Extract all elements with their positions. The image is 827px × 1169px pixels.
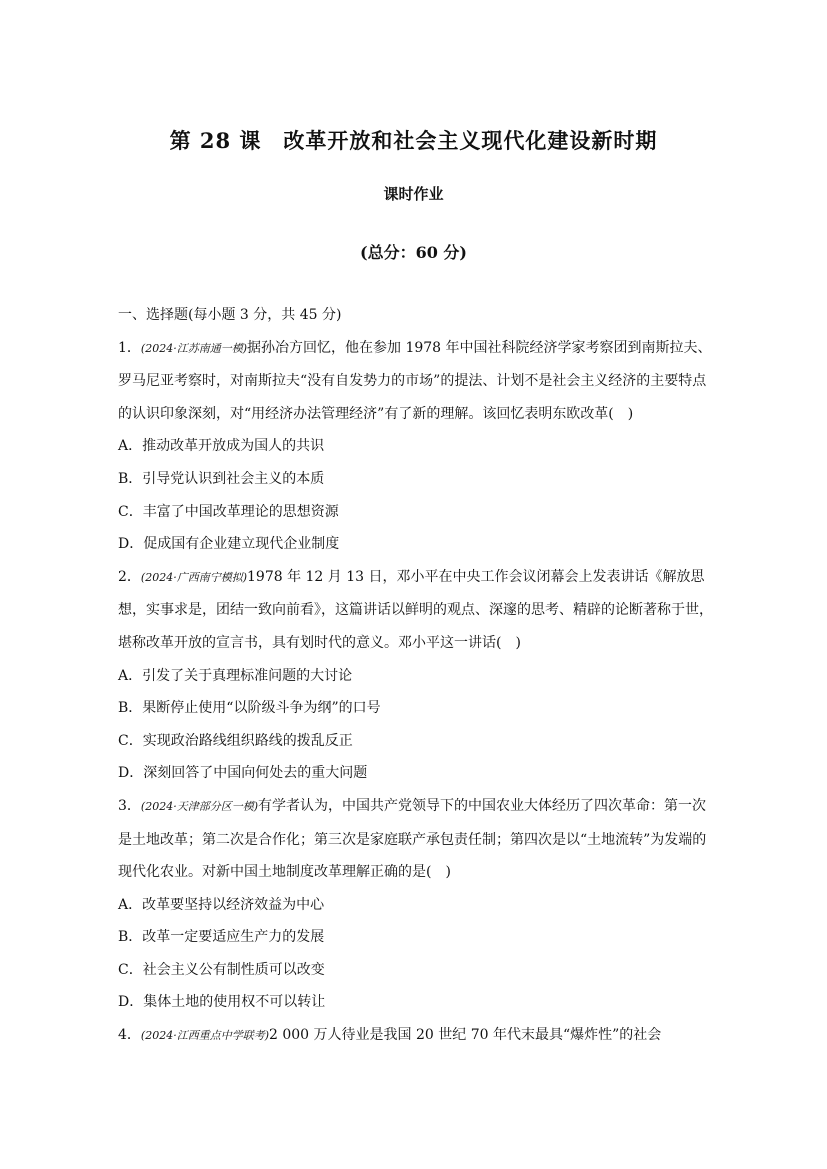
option-a: A．引发了关于真理标准问题的大讨论 — [118, 667, 353, 684]
page-title: 第 28 课 改革开放和社会主义现代化建设新时期 — [169, 128, 658, 153]
option-b: B．果断停止使用“以阶级斗争为纲”的口号 — [118, 700, 381, 717]
question-stem — [118, 1019, 713, 1053]
question-text: 有学者认为，中国共产党领导下的中国农业大体经历了四次革命：第一次是土地改革；第二次是合作化；第三次是家庭联产承包责任制；第四次是以“土地流转”为发端的现代化农业。对新中国土地制度改革理解正确的是( ) — [118, 797, 707, 881]
total-score: (总分：60 分) — [360, 243, 467, 262]
section-heading: 一、选择题(每小题 3 分，共 45 分) — [118, 307, 342, 323]
question-text: 1978 年 12 月 13 日，邓小平在中央工作会议闭幕会上发表讲话《解放思想，实事求是，团结一致向前看》，这篇讲话以鲜明的观点、深邃的思考、精辟的论断著称于世，堪称改革开放的宣言书，具有划时代的意义。邓小平这一讲话( ) — [118, 568, 713, 651]
question-source: (2024·广西南宁模拟) — [140, 570, 247, 584]
option-a: A．改革要坚持以经济效益为中心 — [118, 896, 325, 913]
option-d: D．深刻回答了中国向何处去的重大问题 — [118, 765, 368, 782]
page-subtitle: 课时作业 — [383, 185, 444, 203]
question-source: (2024·江苏南通一模) — [140, 341, 247, 355]
option-d: D．集体土地的使用权不可以转让 — [118, 994, 326, 1011]
question-list — [118, 299, 713, 1053]
option-c: C．社会主义公有制性质可以改变 — [118, 961, 325, 978]
question-number: 1． — [118, 339, 141, 356]
option-b: B．引导党认识到社会主义的本质 — [118, 470, 325, 487]
question-number: 3． — [118, 797, 141, 814]
question-text: 2 000 万人待业是我国 20 世纪 70 年代末最具“爆炸性”的社会 — [269, 1027, 662, 1044]
question-stem — [118, 561, 713, 660]
question-stem — [118, 790, 713, 889]
question-source: (2024·江西重点中学联考) — [140, 1029, 269, 1043]
question-number: 4． — [118, 1027, 141, 1044]
question-stem — [118, 332, 713, 431]
option-c: C．丰富了中国改革理论的思想资源 — [118, 503, 339, 520]
option-a: A．推动改革开放成为国人的共识 — [118, 438, 325, 455]
option-b: B．改革一定要适应生产力的发展 — [118, 929, 325, 946]
option-c: C．实现政治路线组织路线的拨乱反正 — [118, 732, 353, 749]
question-source: (2024·天津部分区一模) — [140, 799, 258, 813]
option-d: D．促成国有企业建立现代企业制度 — [118, 536, 340, 553]
question-text: 据孙冶方回忆，他在参加 1978 年中国社科院经济学家考察团到南斯拉夫、罗马尼亚考察时，对南斯拉夫“没有自发势力的市场”的提法、计划不是社会主义经济的主要特点的认识印象深刻，对“用经济办法管理经济”有了新的理解。该回忆表明东欧改革( ) — [118, 339, 712, 422]
question-number: 2． — [118, 568, 141, 585]
